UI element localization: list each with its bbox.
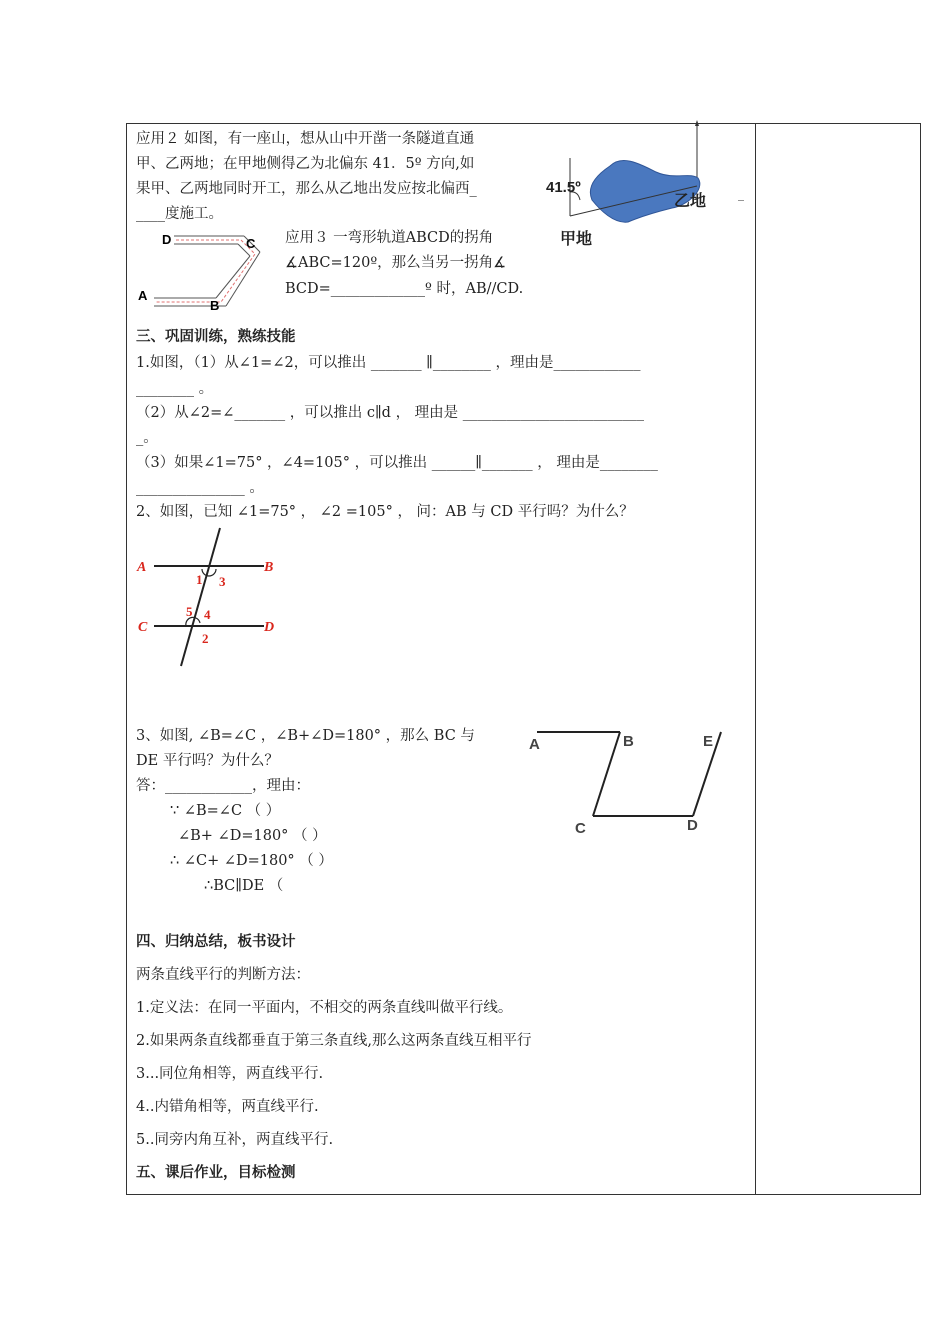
- q3-step2: ∠B+ ∠D=180° （ ）: [178, 828, 327, 844]
- q3-step4: ∴BC∥DE （: [204, 878, 284, 894]
- label-e: E: [703, 733, 714, 750]
- q3-line3: 答：____________，理由：: [136, 778, 310, 794]
- app2-line2: 甲、乙两地；在甲地侧得乙为北偏东 41．5º 方向,如: [136, 156, 475, 172]
- app3-line1: 应用３ 一弯形轨道ABCD的拐角: [285, 230, 494, 246]
- blank-mark: _: [738, 187, 744, 201]
- label-c: C: [138, 620, 148, 635]
- label-a: A: [529, 736, 540, 753]
- transversal-line: [181, 528, 220, 666]
- q3-line2: DE 平行吗？为什么？: [136, 753, 279, 769]
- method-3: 3...同位角相等，两直线平行.: [136, 1066, 324, 1082]
- q1-line1: 1.如图，（1）从∠1=∠2，可以推出 _______ ∥________ ，理由是____________: [136, 355, 641, 371]
- q1-line4: _。: [136, 430, 158, 446]
- app3-line2: ∡ABC=120º，那么当另一拐角∡: [285, 255, 507, 271]
- q3-line1: 3、如图, ∠B=∠C ，∠B+∠D=180° ，那么 BC 与: [136, 728, 475, 744]
- method-4: 4..内错角相等，两直线平行.: [136, 1099, 319, 1115]
- parallel-lines-figure: [134, 528, 284, 673]
- place-yi-label: 乙地: [674, 191, 707, 210]
- angle-3-label: 3: [219, 574, 226, 589]
- app3-line3: BCD=_____________º 时，AB//CD.: [285, 281, 524, 297]
- place-jia-label: 甲地: [560, 229, 593, 248]
- angle-1-label: 1: [196, 572, 203, 587]
- q3-step1: ∵ ∠B=∠C （ ）: [170, 803, 281, 819]
- q1-line6: _______________ 。: [136, 480, 264, 496]
- label-d: D: [687, 817, 698, 834]
- label-c: C: [246, 236, 256, 251]
- section4-heading: 四、归纳总结，板书设计: [136, 934, 296, 950]
- label-b: B: [264, 560, 274, 575]
- app2-line4: ____度施工。: [136, 206, 223, 222]
- section4-intro: 两条直线平行的判断方法：: [136, 967, 310, 983]
- q1-line3: （2）从∠2=∠_______ ，可以推出 c∥d ， 理由是 _________________________: [136, 405, 645, 421]
- angle-2-label: 2: [202, 631, 209, 646]
- label-b: B: [210, 298, 220, 313]
- method-5: 5..同旁内角互补，两直线平行.: [136, 1132, 334, 1148]
- zigzag-figure: [525, 722, 735, 842]
- label-a: A: [138, 288, 148, 303]
- table-column-divider: [755, 123, 756, 1195]
- segment-bc: [593, 732, 620, 816]
- q2-text: 2、如图，已知 ∠1=75° ， ∠2 =105° ， 问：AB 与 CD 平行吗？为什么？: [136, 504, 634, 520]
- north-arrow-icon: [695, 120, 699, 126]
- track-cb-inner: [216, 256, 250, 298]
- label-d: D: [264, 620, 275, 635]
- label-b: B: [623, 733, 634, 750]
- label-d: D: [162, 232, 172, 247]
- curved-track-figure: [134, 226, 274, 316]
- section3-heading: 三、巩固训练，熟练技能: [136, 329, 296, 345]
- method-2: 2.如果两条直线都垂直于第三条直线,那么这两条直线互相平行: [136, 1033, 532, 1049]
- section5-heading: 五、课后作业，目标检测: [136, 1165, 296, 1181]
- angle-label: 41.5º: [546, 179, 581, 196]
- app2-line3: 果甲、乙两地同时开工，那么从乙地出发应按北偏西_: [136, 181, 477, 197]
- q1-line2: ________ 。: [136, 381, 214, 397]
- mountain-tunnel-figure: [540, 120, 750, 260]
- app2-line1: 应用２ 如图，有一座山，想从山中开凿一条隧道直通: [136, 131, 475, 147]
- label-a: A: [137, 560, 147, 575]
- label-c: C: [575, 820, 586, 837]
- method-1: 1.定义法：在同一平面内，不相交的两条直线叫做平行线。: [136, 1000, 513, 1016]
- angle-4-label: 4: [204, 607, 211, 622]
- q3-step3: ∴ ∠C+ ∠D=180° （ ）: [170, 853, 333, 869]
- angle-5-label: 5: [186, 604, 193, 619]
- q1-line5: （3）如果∠1=75° ，∠4=105° ，可以推出 ______∥_______ ， 理由是________: [136, 455, 658, 471]
- track-centerline: [156, 240, 255, 302]
